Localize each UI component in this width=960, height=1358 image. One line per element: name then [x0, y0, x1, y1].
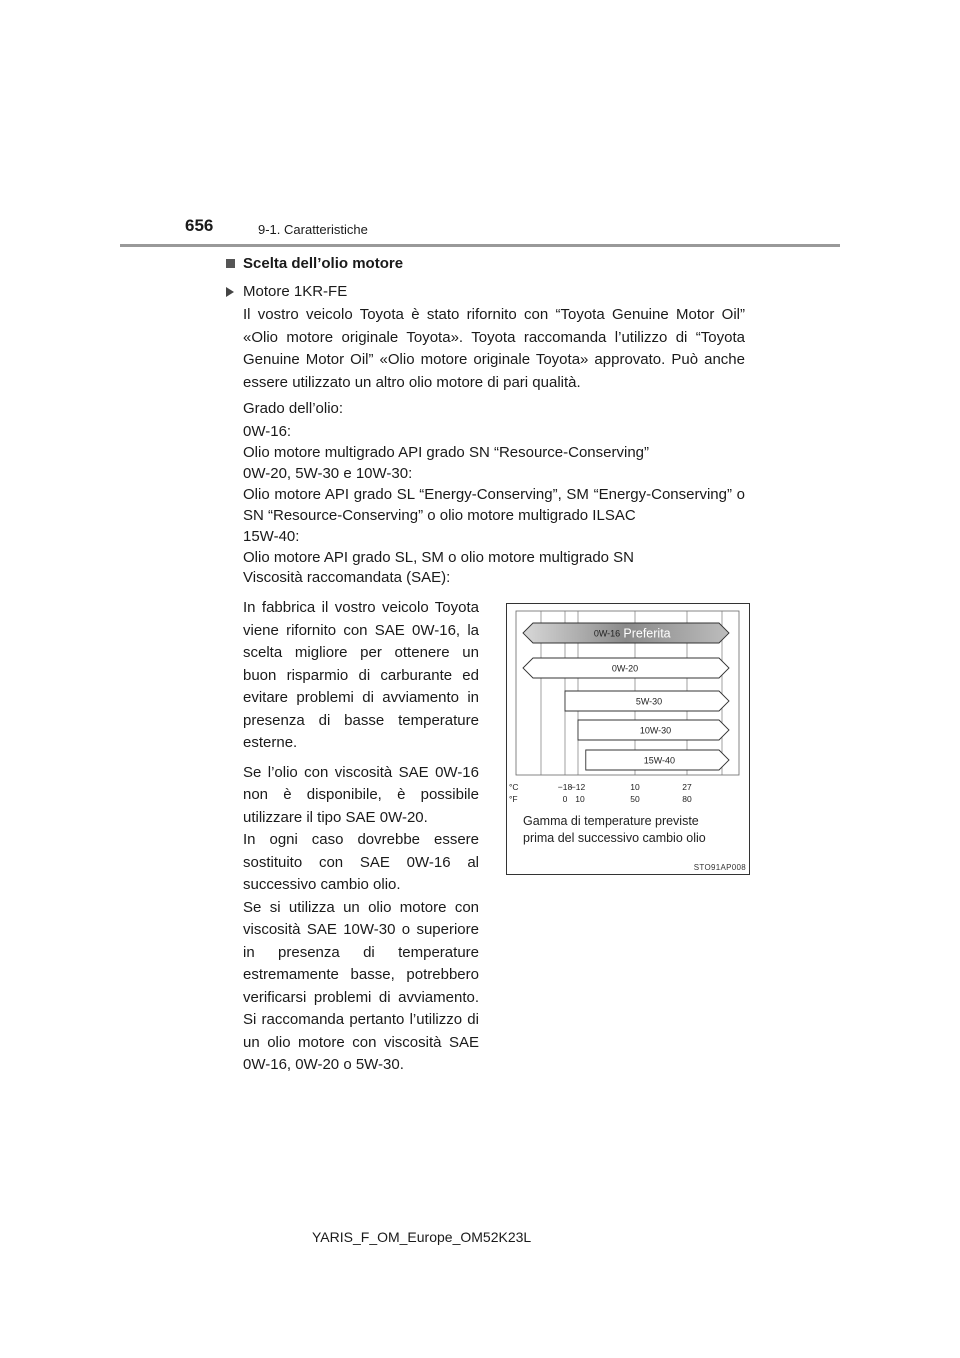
- section-title: 9-1. Caratteristiche: [258, 222, 368, 237]
- caption-line: prima del successivo cambio olio: [523, 831, 706, 845]
- tick-label-f: 0: [562, 794, 568, 804]
- heading-text: Scelta dell’olio motore: [243, 255, 404, 272]
- unit-label-c: °C: [509, 782, 519, 792]
- tick-label-f: 10: [575, 794, 585, 804]
- viscosity-chart: [506, 603, 750, 875]
- figure-caption: [523, 813, 706, 847]
- column-paragraph: In fabbrica il vostro veicolo Toyota viene rifornito con SAE 0W-16, la scelta migliore per ottenere un buon risparmio di carburante ed evitare problemi di avviamento in presenza di basse temperature esterne.: [243, 599, 479, 751]
- subheading: [226, 283, 347, 300]
- viscosity-bar-label: 0W-20: [611, 663, 639, 674]
- square-bullet-icon: [226, 259, 235, 268]
- tick-label-c: −12: [570, 782, 586, 792]
- intro-paragraph: Il vostro veicolo Toyota è stato rifornito con “Toyota Genuine Motor Oil” «Olio motore originale Toyota». Toyota raccomanda l’utilizzo di “Toyota Genuine Motor Oil” «Olio motore originale Toyota» approvato. Può anche essere utilizzato un altro olio motore di pari qualità.: [243, 306, 745, 391]
- grade-label: Grado dell’olio:: [243, 400, 344, 417]
- grade-line: Olio motore API grado SL “Energy-Conserving”, SM “Energy-Conserving” o SN “Resource-Conserving” o olio motore multigrado ILSAC: [243, 486, 745, 524]
- grade-line: Olio motore API grado SL, SM o olio motore multigrado SN: [243, 549, 635, 566]
- column-text: [243, 597, 479, 1077]
- grade-list: [243, 421, 745, 568]
- column-paragraph: Se l’olio con viscosità SAE 0W-16 non è disponibile, è possibile utilizzare il tipo SAE 0W-20.: [243, 763, 479, 826]
- triangle-bullet-icon: [226, 287, 234, 297]
- subheading-text: Motore 1KR-FE: [243, 283, 348, 300]
- tick-label-c: 10: [630, 782, 640, 792]
- unit-label-f: °F: [509, 794, 518, 804]
- tick-label-f: 50: [630, 794, 640, 804]
- viscosity-label: Viscosità raccomandata (SAE):: [243, 569, 451, 586]
- page-number: 656: [185, 216, 214, 235]
- tick-label-c: −18: [557, 782, 573, 792]
- tick-label-c: 27: [682, 782, 692, 792]
- grade-line: 0W-20, 5W-30 e 10W-30:: [243, 465, 413, 482]
- preferred-label: Preferita: [623, 626, 671, 641]
- column-paragraph: Se si utilizza un olio motore con viscosità SAE 10W-30 o superiore in presenza di temperature estremamente basse, potrebbero verificarsi problemi di avviamento. Si raccomanda pertanto l’utilizzo di un olio motore con viscosità SAE 0W-16, 0W-20 o 5W-30.: [243, 898, 479, 1073]
- tick-label-f: 80: [682, 794, 692, 804]
- grade-line: Olio motore multigrado API grado SN “Resource-Conserving”: [243, 444, 650, 461]
- viscosity-bar-label: 10W-30: [639, 725, 672, 736]
- grade-line: 15W-40:: [243, 528, 300, 545]
- viscosity-bar-label: 5W-30: [635, 696, 663, 707]
- caption-line: Gamma di temperature previste: [523, 814, 699, 828]
- viscosity-bar-label: 0W-16: [593, 628, 621, 639]
- figure-code: STO91AP008: [693, 863, 746, 872]
- heading: [226, 255, 403, 272]
- viscosity-bar-label: 15W-40: [643, 755, 676, 766]
- footer-code: YARIS_F_OM_Europe_OM52K23L: [312, 1229, 532, 1245]
- grade-line: 0W-16:: [243, 423, 292, 440]
- viscosity-chart-svg: [507, 604, 751, 804]
- column-paragraph: In ogni caso dovrebbe essere sostituito con SAE 0W-16 al successivo cambio olio.: [243, 831, 479, 893]
- header-rule: [120, 244, 840, 247]
